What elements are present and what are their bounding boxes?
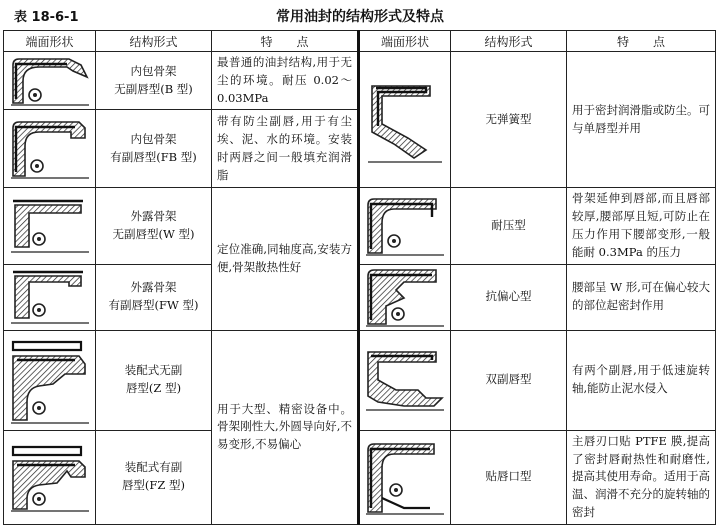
table-row — [4, 52, 716, 110]
springless-seal-profile-icon — [364, 74, 446, 166]
structure-cell: 装配式无副 唇型(Z 型) — [96, 330, 212, 430]
header-structure: 结构形式 — [96, 31, 212, 52]
w-type-seal-profile-icon — [9, 197, 91, 255]
structure-cell: 耐压型 — [451, 188, 567, 264]
ptfe-lip-seal-profile-icon — [364, 438, 446, 516]
table-row — [4, 330, 716, 430]
z-type-seal-profile-icon — [9, 334, 91, 426]
header-feature: 特 点 — [212, 31, 359, 52]
profile-cell — [359, 264, 451, 330]
header-structure: 结构形式 — [451, 31, 567, 52]
table-caption — [0, 4, 720, 26]
structure-cell: 外露骨架 有副唇型(FW 型) — [96, 264, 212, 330]
fb-type-seal-profile-icon — [9, 118, 91, 180]
feature-cell: 用于密封润滑脂或防尘。可与单唇型并用 — [567, 52, 716, 188]
profile-cell — [359, 52, 451, 188]
feature-cell: 腰部呈 W 形,可在偏心较大的部位起密封作用 — [567, 264, 716, 330]
fw-type-seal-profile-icon — [9, 268, 91, 326]
profile-cell — [4, 110, 96, 188]
feature-cell: 主唇刃口贴 PTFE 膜,提高了密封唇耐热性和耐磨性,提高其使用寿命。适用于高温、润滑不充分的旋转轴的密封 — [567, 430, 716, 524]
profile-cell — [4, 52, 96, 110]
table-row — [4, 430, 716, 524]
feature-cell: 定位准确,同轴度高,安装方便,骨架散热性好 — [212, 188, 359, 330]
profile-cell — [4, 188, 96, 264]
table-title: 常用油封的结构形式及特点 — [276, 9, 444, 25]
structure-cell: 无弹簧型 — [451, 52, 567, 188]
profile-cell — [4, 330, 96, 430]
structure-cell: 装配式有副 唇型(FZ 型) — [96, 430, 212, 524]
header-profile: 端面形状 — [4, 31, 96, 52]
pressure-resistant-seal-profile-icon — [364, 195, 446, 257]
structure-cell: 抗偏心型 — [451, 264, 567, 330]
structure-cell: 内包骨架 有副唇型(FB 型) — [96, 110, 212, 188]
profile-cell — [4, 430, 96, 524]
feature-cell: 用于大型、精密设备中。骨架刚性大,外圆导向好,不易变形,不易偏心 — [212, 330, 359, 524]
profile-cell — [359, 188, 451, 264]
structure-cell: 内包骨架 无副唇型(B 型) — [96, 52, 212, 110]
profile-cell — [359, 430, 451, 524]
feature-cell: 带有防尘副唇,用于有尘埃、泥、水的环境。安装时两唇之间一般填充润滑脂 — [212, 110, 359, 188]
profile-cell — [359, 330, 451, 430]
table-number: 表 18-6-1 — [14, 10, 79, 25]
feature-cell: 骨架延伸到唇部,而且唇部较厚,腰部厚且短,可防止在压力作用下腰部变形,一般能耐 0.3MPa 的压力 — [567, 188, 716, 264]
header-row — [4, 31, 716, 52]
table-row — [4, 264, 716, 330]
table-row — [4, 188, 716, 264]
anti-eccentric-seal-profile-icon — [364, 266, 446, 328]
fz-type-seal-profile-icon — [9, 441, 91, 513]
profile-cell — [4, 264, 96, 330]
double-auxiliary-lip-seal-profile-icon — [364, 346, 446, 414]
feature-cell: 有两个副唇,用于低速旋转轴,能防止泥水侵入 — [567, 330, 716, 430]
structure-cell: 外露骨架 无副唇型(W 型) — [96, 188, 212, 264]
header-profile: 端面形状 — [359, 31, 451, 52]
structure-cell: 贴唇口型 — [451, 430, 567, 524]
structure-cell: 双副唇型 — [451, 330, 567, 430]
feature-cell: 最普通的油封结构,用于无尘的环境。耐压 0.02～0.03MPa — [212, 52, 359, 110]
header-feature: 特 点 — [567, 31, 716, 52]
oil-seal-table — [3, 30, 716, 525]
b-type-seal-profile-icon — [9, 55, 91, 107]
